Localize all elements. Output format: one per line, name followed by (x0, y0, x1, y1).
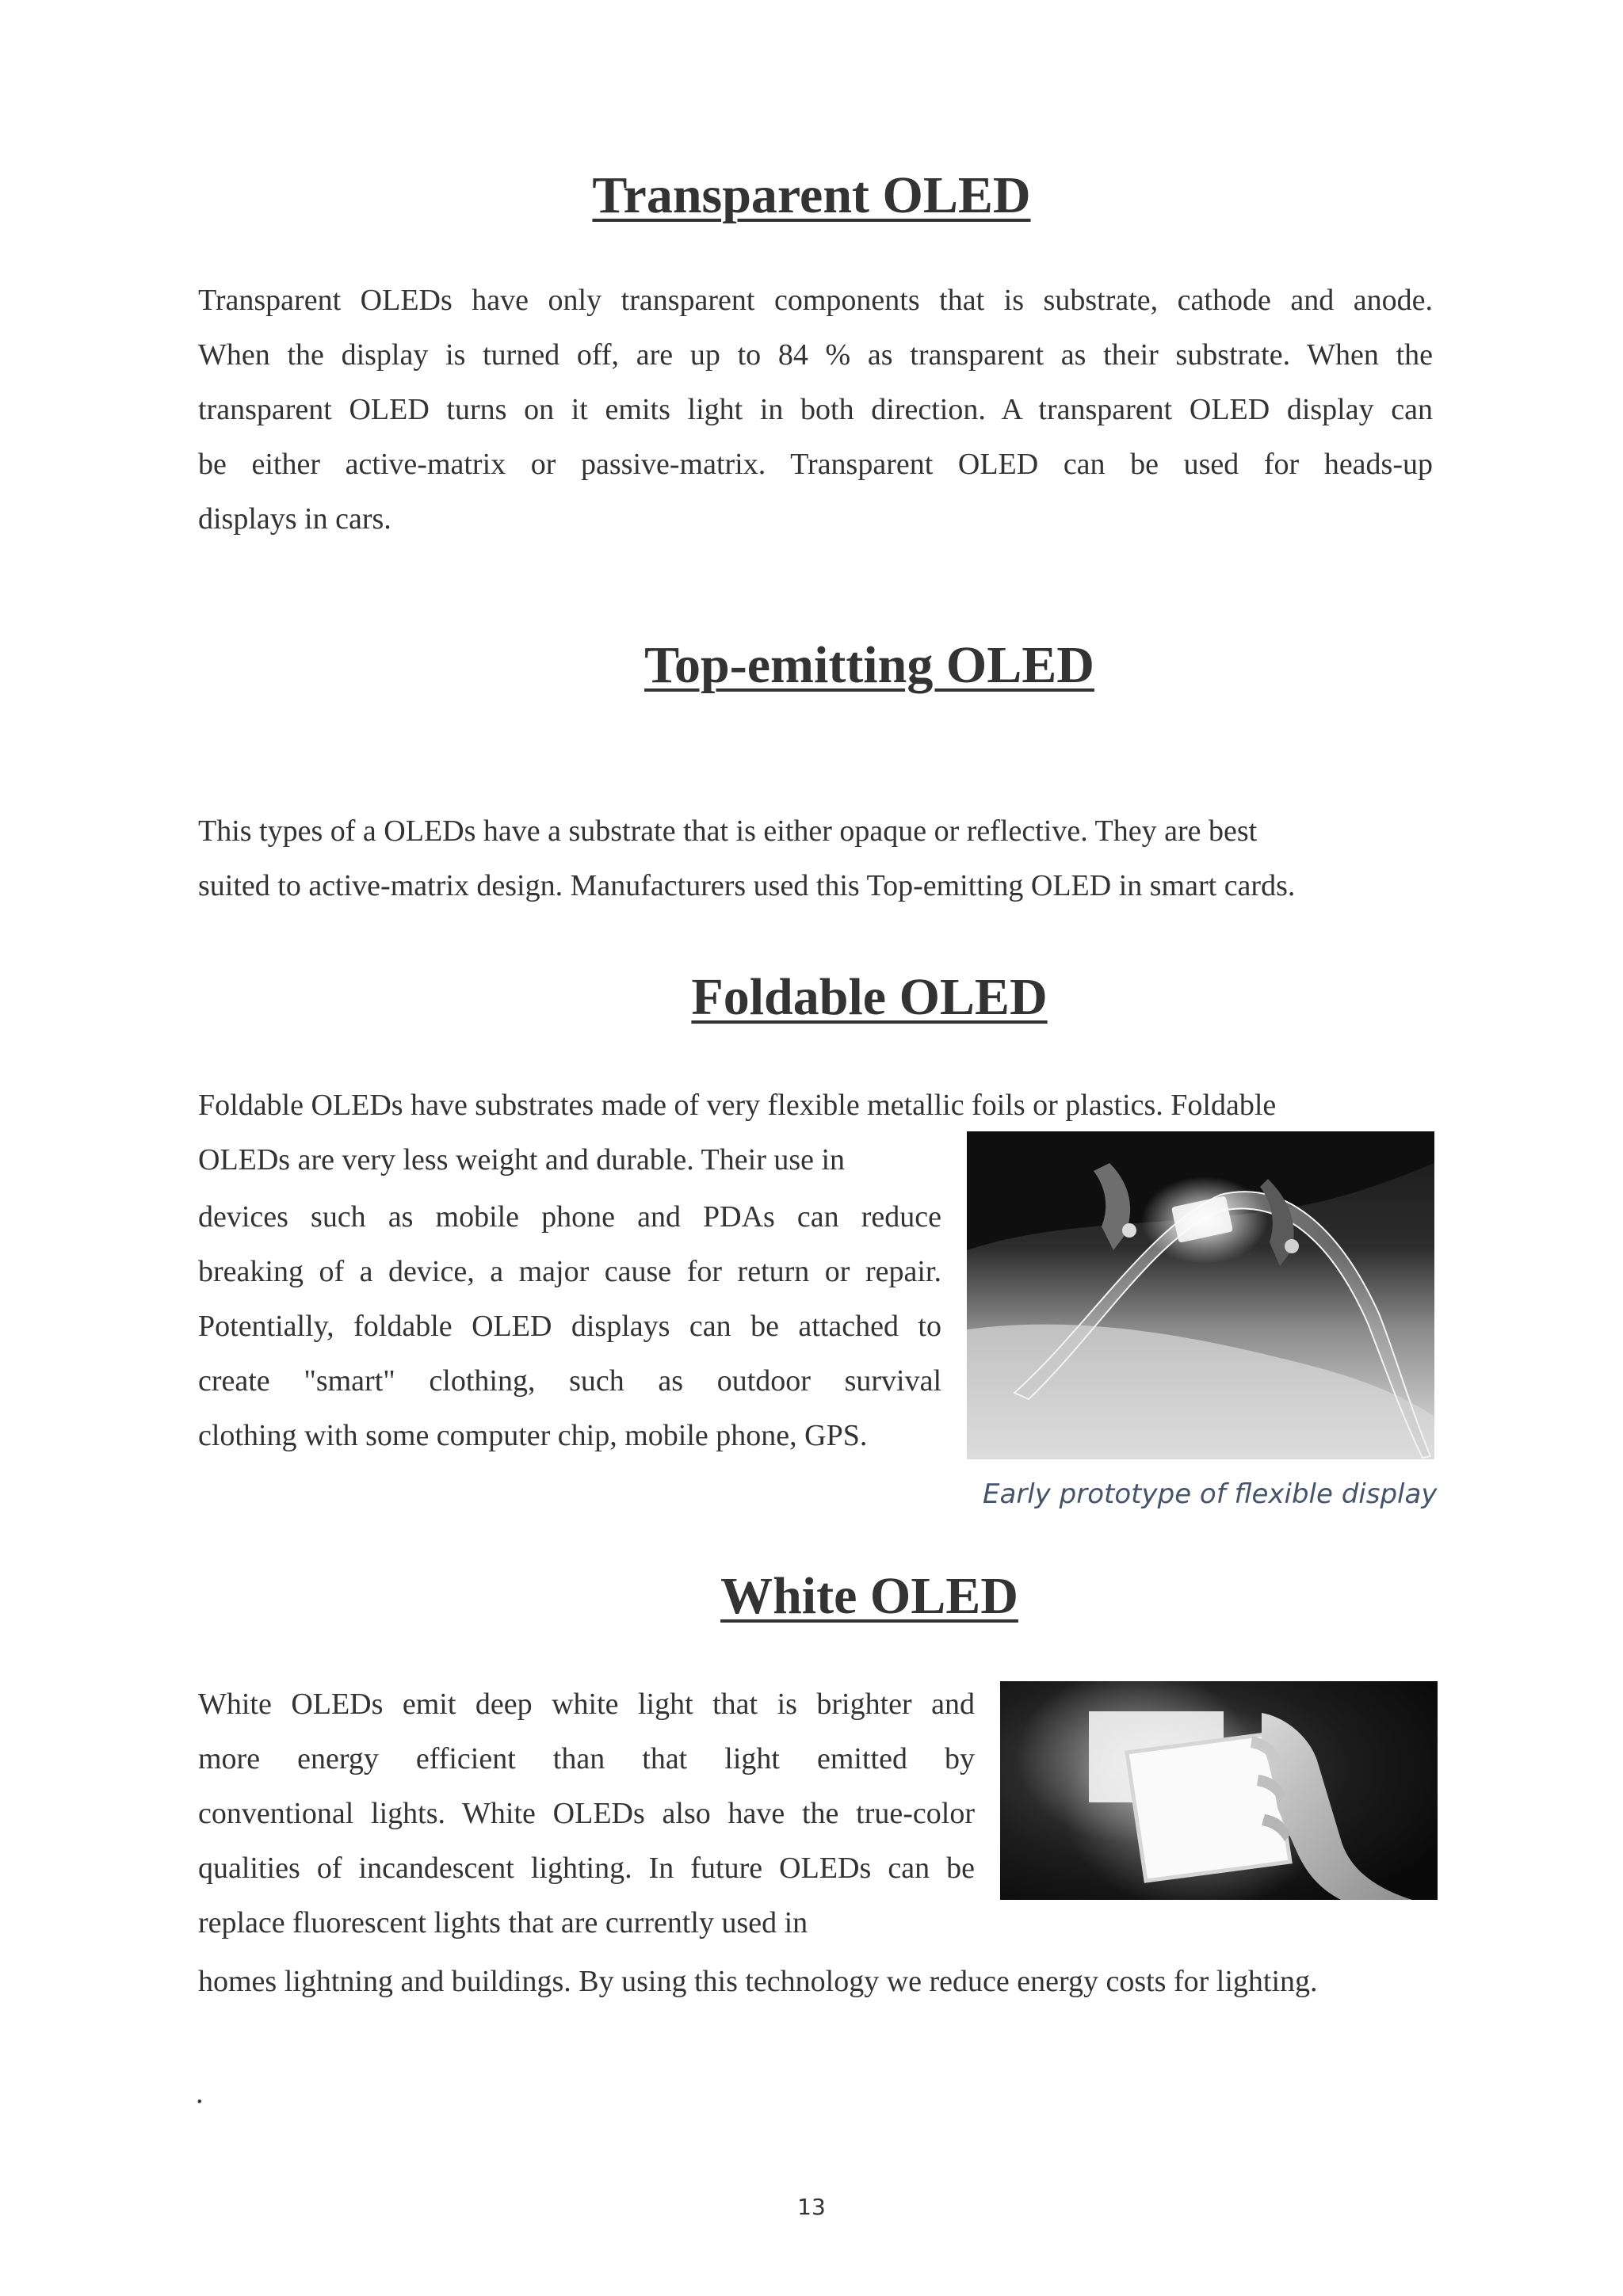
paragraph-line: more energy efficient than that light emitted by (198, 1742, 975, 1775)
trailing-period: . (196, 2077, 204, 2110)
paragraph-line: Foldable OLEDs have substrates made of very flexible metallic foils or plastics. Foldable (198, 1089, 1277, 1122)
paragraph-line: homes lightning and buildings. By using this technology we reduce energy costs for lighting. (198, 1965, 1318, 1998)
paragraph-line: White OLEDs emit deep white light that is brighter and (198, 1688, 975, 1721)
paragraph-line: qualities of incandescent lighting. In future OLEDs can be (198, 1852, 975, 1885)
paragraph-line: suited to active-matrix design. Manufacturers used this Top-emitting OLED in smart cards. (198, 869, 1296, 902)
paragraph-line: transparent OLED turns on it emits light in both direction. A transparent OLED display can (198, 393, 1433, 426)
figure-caption: Early prototype of flexible display (983, 1478, 1438, 1510)
paragraph-line: breaking of a device, a major cause for return or repair. (198, 1255, 941, 1288)
flexible-display-photo (967, 1131, 1434, 1459)
paragraph-line: displays in cars. (198, 502, 391, 536)
page-number: 13 (797, 2194, 826, 2220)
heading-transparent-oled: Transparent OLED (592, 166, 1031, 224)
paragraph-line: Transparent OLEDs have only transparent components that is substrate, cathode and anode. (198, 284, 1433, 317)
paragraph-line: clothing with some computer chip, mobile phone, GPS. (198, 1419, 868, 1452)
paragraph-line: Potentially, foldable OLED displays can be attached to (198, 1310, 941, 1343)
paragraph-line: replace fluorescent lights that are currently used in (198, 1906, 808, 1939)
paragraph-line: OLEDs are very less weight and durable. Their use in (198, 1143, 846, 1177)
paragraph-line: be either active-matrix or passive-matrix. Transparent OLED can be used for heads-up (198, 448, 1433, 481)
white-oled-panel-photo (1000, 1681, 1438, 1900)
heading-foldable-oled: Foldable OLED (691, 968, 1048, 1026)
heading-white-oled: White OLED (720, 1567, 1018, 1625)
paragraph-line: When the display is turned off, are up to 84 % as transparent as their substrate. When the (198, 338, 1433, 372)
paragraph-line: conventional lights. White OLEDs also have the true-color (198, 1797, 975, 1830)
paragraph-line: This types of a OLEDs have a substrate that is either opaque or reflective. They are best (198, 814, 1258, 848)
paragraph-line: devices such as mobile phone and PDAs can reduce (198, 1200, 941, 1234)
heading-top-emitting-oled: Top-emitting OLED (644, 636, 1094, 694)
paragraph-line: create "smart" clothing, such as outdoor survival (198, 1364, 941, 1398)
